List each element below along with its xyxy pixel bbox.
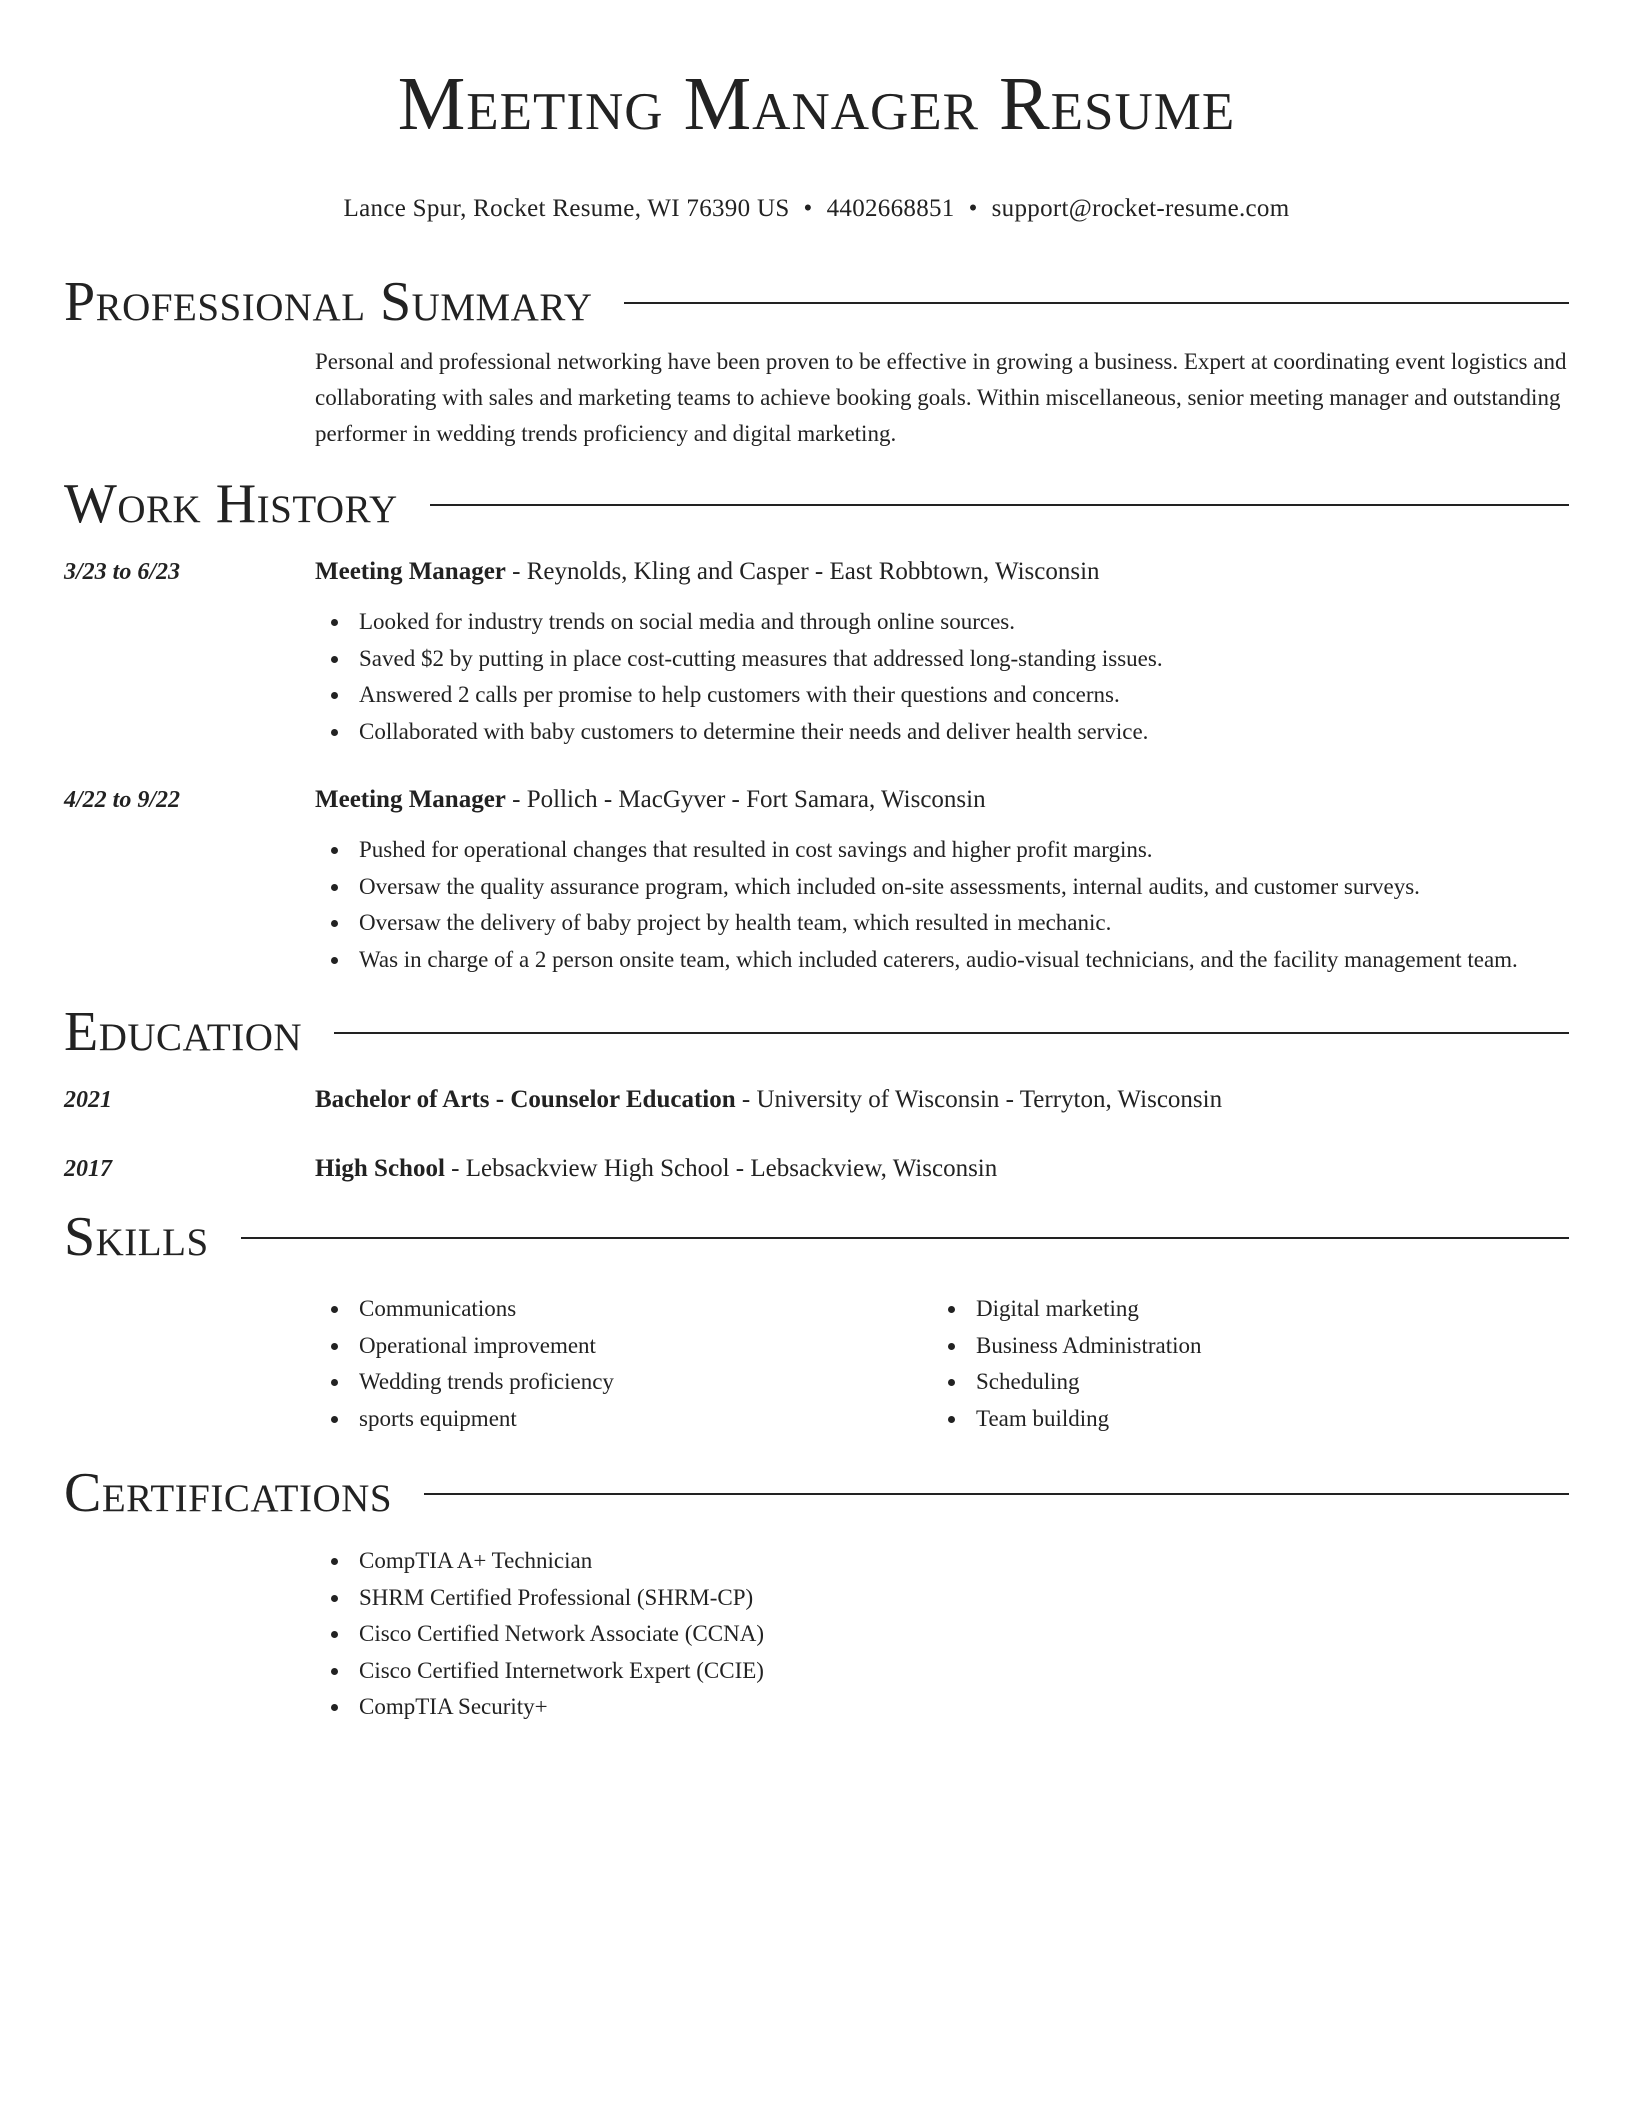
work-dates: 4/22 to 9/22 bbox=[64, 787, 181, 813]
list-item: Pushed for operational changes that resulted in cost savings and higher profit margins. bbox=[315, 832, 1569, 869]
contact-separator: • bbox=[803, 195, 813, 222]
list-item: Wedding trends proficiency bbox=[315, 1364, 932, 1401]
school-details: - Lebsackview High School - Lebsackview, Wisconsin bbox=[444, 1155, 998, 1182]
certifications-section-header bbox=[64, 1453, 1569, 1533]
education-heading-line bbox=[315, 1151, 1569, 1187]
certifications-list bbox=[315, 1543, 1569, 1726]
summary-section-header bbox=[64, 262, 1569, 342]
contact-address: Lance Spur, Rocket Resume, WI 76390 US bbox=[343, 195, 790, 222]
certifications-heading: Certifications bbox=[64, 1462, 393, 1524]
work-entry bbox=[64, 782, 1569, 978]
section-divider bbox=[241, 1237, 1569, 1239]
contact-phone: 4402668851 bbox=[826, 195, 955, 222]
job-bullets bbox=[315, 604, 1569, 750]
education-heading-line bbox=[315, 1082, 1569, 1118]
education-heading: Education bbox=[64, 1001, 303, 1063]
job-title: Meeting Manager bbox=[315, 558, 506, 585]
contact-line bbox=[64, 194, 1569, 224]
list-item: Communications bbox=[315, 1291, 932, 1328]
list-item: Scheduling bbox=[932, 1364, 1549, 1401]
section-divider bbox=[334, 1032, 1569, 1034]
list-item: Collaborated with baby customers to determine their needs and deliver health service. bbox=[315, 714, 1569, 751]
list-item: SHRM Certified Professional (SHRM-CP) bbox=[315, 1580, 1569, 1617]
contact-email[interactable]: support@rocket-resume.com bbox=[991, 195, 1290, 222]
list-item: Oversaw the quality assurance program, which included on-site assessments, internal audits, and customer surveys. bbox=[315, 869, 1569, 906]
work-heading: Work History bbox=[64, 473, 398, 535]
list-item: Answered 2 calls per promise to help customers with their questions and concerns. bbox=[315, 677, 1569, 714]
list-item: sports equipment bbox=[315, 1401, 932, 1438]
job-details: - Pollich - MacGyver - Fort Samara, Wisconsin bbox=[505, 786, 986, 813]
education-entry bbox=[64, 1082, 1569, 1118]
list-item: Cisco Certified Network Associate (CCNA) bbox=[315, 1616, 1569, 1653]
list-item: Oversaw the delivery of baby project by health team, which resulted in mechanic. bbox=[315, 905, 1569, 942]
work-dates: 3/23 to 6/23 bbox=[64, 559, 181, 585]
section-divider bbox=[430, 504, 1569, 506]
work-section-header bbox=[64, 464, 1569, 544]
skills-heading: Skills bbox=[64, 1206, 209, 1268]
job-heading bbox=[315, 554, 1569, 590]
job-title: Meeting Manager bbox=[315, 786, 506, 813]
list-item: Team building bbox=[932, 1401, 1549, 1438]
skills-list-right bbox=[932, 1291, 1549, 1437]
resume-page bbox=[64, 0, 1569, 1726]
job-heading bbox=[315, 782, 1569, 818]
contact-separator: • bbox=[968, 195, 978, 222]
job-details: - Reynolds, Kling and Casper - East Robbtown, Wisconsin bbox=[505, 558, 1100, 585]
summary-text: Personal and professional networking have been proven to be effective in growing a business. Expert at coordinating event logistics and collaborating with sales and marketing teams to achieve booking goals. Within miscellaneous, senior meeting manager and outstanding performer in wedding trends proficiency and digital marketing. bbox=[315, 349, 1567, 446]
list-item: Operational improvement bbox=[315, 1328, 932, 1365]
section-divider bbox=[624, 302, 1569, 304]
job-bullets bbox=[315, 832, 1569, 978]
education-section-header bbox=[64, 992, 1569, 1072]
list-item: Business Administration bbox=[932, 1328, 1549, 1365]
list-item: Digital marketing bbox=[932, 1291, 1549, 1328]
resume-title: Meeting Manager Resume bbox=[397, 62, 1236, 146]
list-item: Saved $2 by putting in place cost-cutting measures that addressed long-standing issues. bbox=[315, 641, 1569, 678]
list-item: CompTIA Security+ bbox=[315, 1689, 1569, 1726]
degree: Bachelor of Arts - Counselor Education bbox=[315, 1086, 736, 1113]
skills-list-left bbox=[315, 1291, 932, 1437]
section-divider bbox=[424, 1493, 1569, 1495]
skills-section-header bbox=[64, 1197, 1569, 1277]
work-entry bbox=[64, 554, 1569, 750]
skills-grid bbox=[315, 1291, 1569, 1437]
degree: High School bbox=[315, 1155, 445, 1182]
list-item: CompTIA A+ Technician bbox=[315, 1543, 1569, 1580]
education-entry bbox=[64, 1151, 1569, 1187]
list-item: Looked for industry trends on social media and through online sources. bbox=[315, 604, 1569, 641]
education-year: 2017 bbox=[64, 1156, 112, 1182]
list-item: Cisco Certified Internetwork Expert (CCIE) bbox=[315, 1653, 1569, 1690]
education-year: 2021 bbox=[64, 1087, 112, 1113]
list-item: Was in charge of a 2 person onsite team, which included caterers, audio-visual technicians, and the facility management team. bbox=[315, 942, 1569, 979]
school-details: - University of Wisconsin - Terryton, Wisconsin bbox=[735, 1086, 1223, 1113]
summary-heading: Professional Summary bbox=[64, 271, 593, 333]
